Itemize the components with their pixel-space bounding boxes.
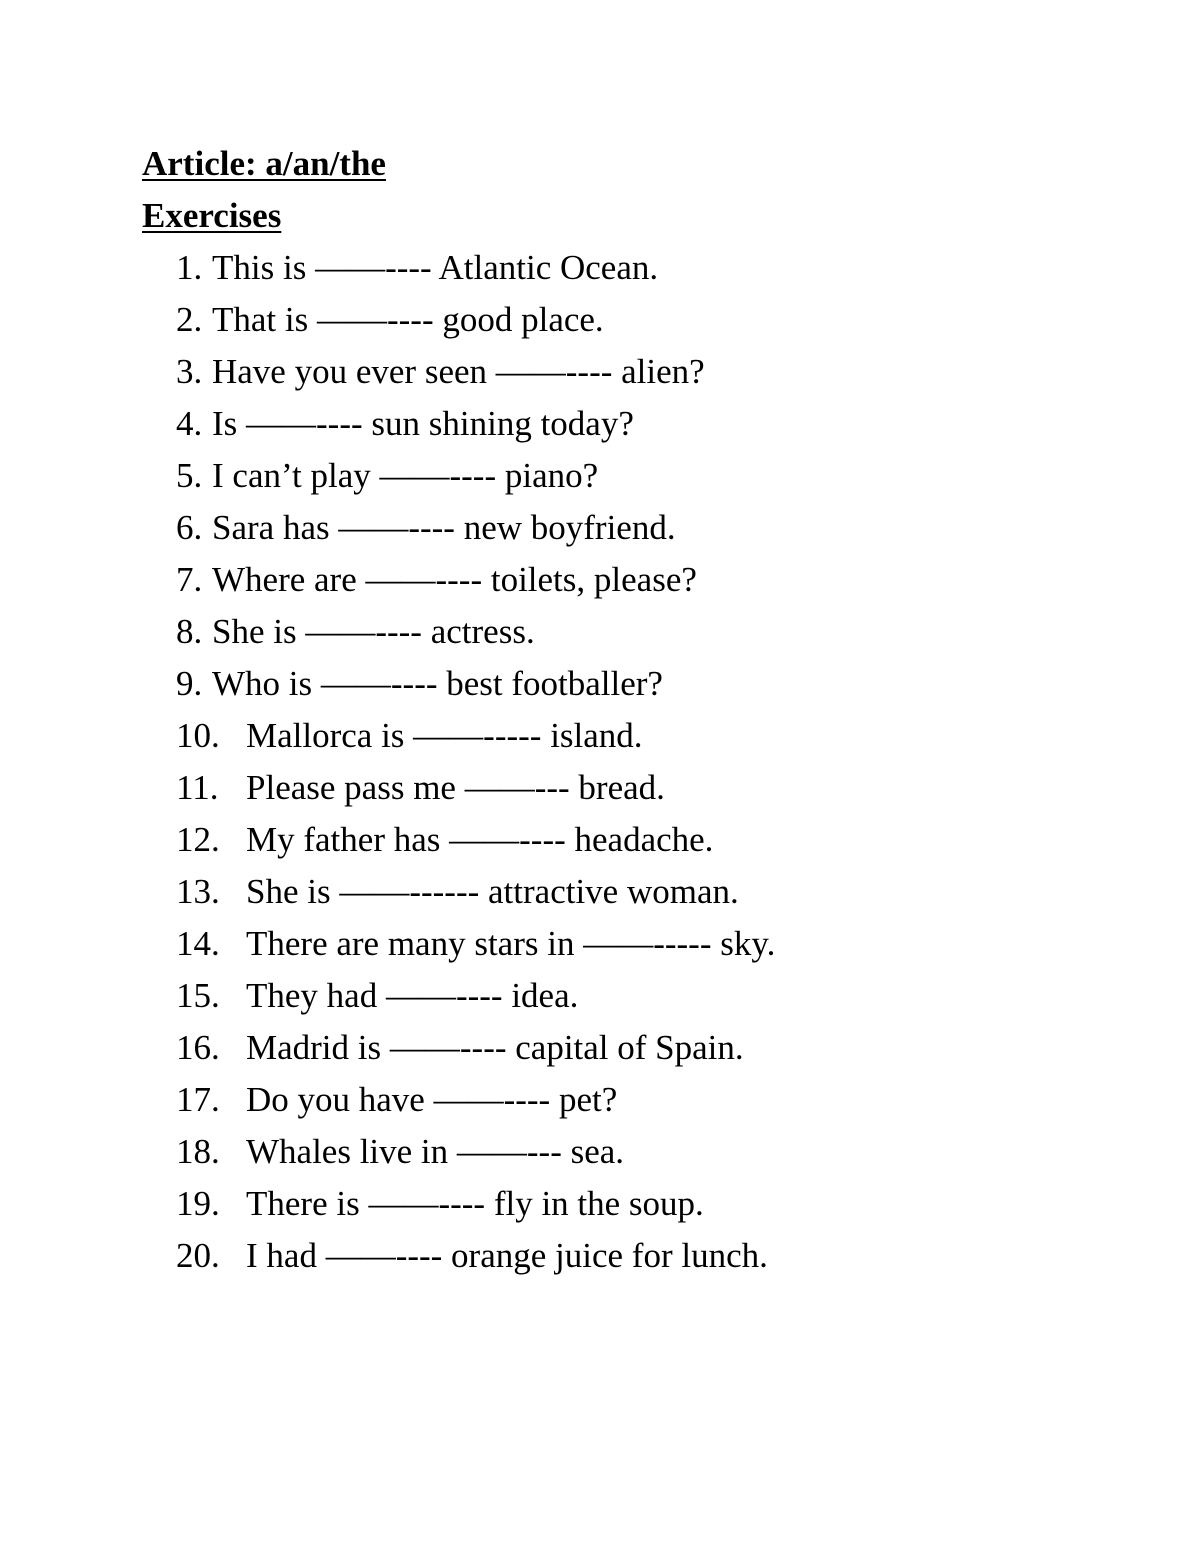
exercise-item — [0, 976, 1200, 1028]
exercise-sentence: Please pass me ——--- bread. — [246, 768, 665, 807]
exercise-number: 18. — [176, 1132, 220, 1171]
exercise-item — [0, 664, 1200, 716]
exercise-number: 20. — [176, 1236, 220, 1275]
exercise-sentence: Madrid is ——---- capital of Spain. — [246, 1028, 744, 1067]
exercise-sentence: Do you have ——---- pet? — [246, 1080, 618, 1119]
exercise-sentence: Whales live in ——--- sea. — [246, 1132, 625, 1171]
exercise-number: 9. — [176, 664, 203, 703]
exercise-sentence: Where are ——---- toilets, please? — [212, 560, 697, 599]
exercise-number: 10. — [176, 716, 220, 755]
exercise-sentence: She is ——---- actress. — [212, 612, 535, 651]
document-title: Article: a/an/the — [142, 144, 386, 183]
exercise-sentence: Sara has ——---- new boyfriend. — [212, 508, 676, 547]
exercise-number: 15. — [176, 976, 220, 1015]
exercise-item — [0, 248, 1200, 300]
exercise-number: 13. — [176, 872, 220, 911]
exercise-item — [0, 352, 1200, 404]
exercise-item — [0, 716, 1200, 768]
exercise-number: 11. — [176, 768, 219, 807]
exercise-item — [0, 300, 1200, 352]
exercise-item — [0, 612, 1200, 664]
exercise-item — [0, 924, 1200, 976]
exercise-item — [0, 820, 1200, 872]
exercise-item — [0, 1132, 1200, 1184]
exercise-number: 3. — [176, 352, 203, 391]
exercise-number: 12. — [176, 820, 220, 859]
exercise-number: 8. — [176, 612, 203, 651]
exercise-item — [0, 1080, 1200, 1132]
exercise-number: 5. — [176, 456, 203, 495]
exercise-item — [0, 1028, 1200, 1080]
exercise-number: 19. — [176, 1184, 220, 1223]
exercise-sentence: I had ——---- orange juice for lunch. — [246, 1236, 768, 1275]
exercise-sentence: That is ——---- good place. — [212, 300, 604, 339]
exercise-sentence: I can’t play ——---- piano? — [212, 456, 599, 495]
exercise-sentence: There are many stars in ——----- sky. — [246, 924, 776, 963]
exercise-sentence: She is ——------ attractive woman. — [246, 872, 739, 911]
exercise-number: 17. — [176, 1080, 220, 1119]
exercise-sentence: Have you ever seen ——---- alien? — [212, 352, 705, 391]
exercise-item — [0, 768, 1200, 820]
exercise-item — [0, 1236, 1200, 1288]
exercise-sentence: Mallorca is ——----- island. — [246, 716, 643, 755]
exercise-number: 4. — [176, 404, 203, 443]
exercise-number: 14. — [176, 924, 220, 963]
exercise-sentence: My father has ——---- headache. — [246, 820, 714, 859]
exercise-item — [0, 404, 1200, 456]
exercise-number: 7. — [176, 560, 203, 599]
exercise-number: 16. — [176, 1028, 220, 1067]
exercise-sentence: They had ——---- idea. — [246, 976, 579, 1015]
exercise-item — [0, 872, 1200, 924]
exercise-sentence: This is ——---- Atlantic Ocean. — [212, 248, 659, 287]
exercise-list — [0, 248, 1200, 1288]
section-heading-exercises: Exercises — [142, 196, 282, 235]
exercise-item — [0, 456, 1200, 508]
exercise-item — [0, 560, 1200, 612]
exercise-number: 1. — [176, 248, 203, 287]
exercise-sentence: There is ——---- fly in the soup. — [246, 1184, 704, 1223]
exercise-item — [0, 1184, 1200, 1236]
exercise-number: 6. — [176, 508, 203, 547]
exercise-number: 2. — [176, 300, 203, 339]
exercise-sentence: Is ——---- sun shining today? — [212, 404, 634, 443]
exercise-item — [0, 508, 1200, 560]
exercise-sentence: Who is ——---- best footballer? — [212, 664, 663, 703]
